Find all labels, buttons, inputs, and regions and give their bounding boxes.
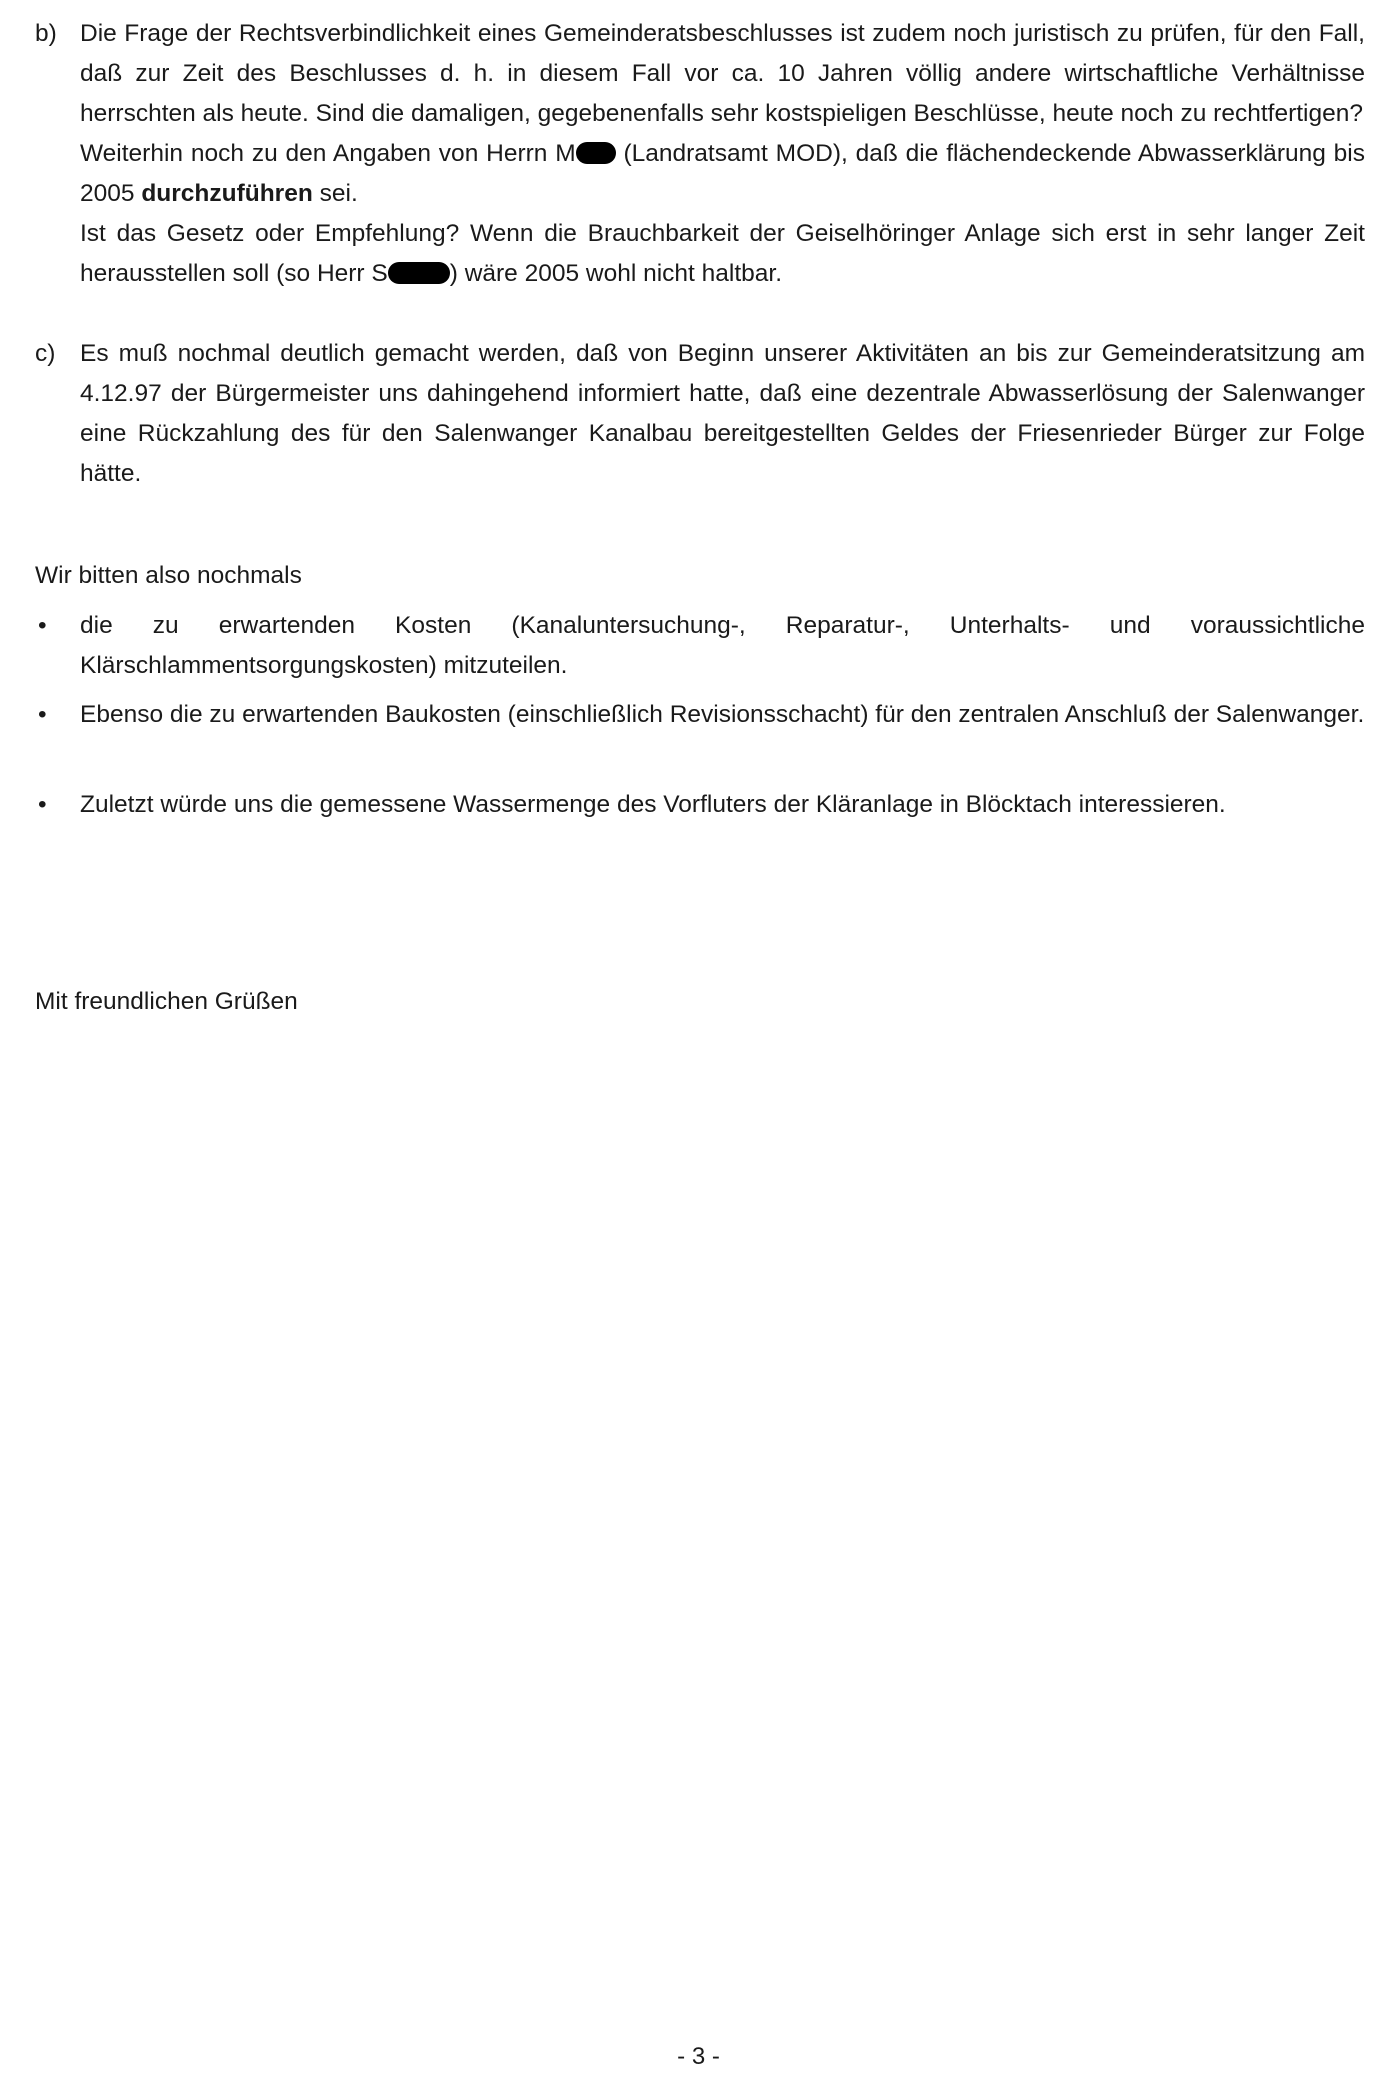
bullet-item: [35, 695, 1365, 735]
bullet-icon: •: [38, 791, 47, 818]
section-b-paragraph-3: Ist das Gesetz oder Empfehlung? Wenn die Brauchbarkeit der Geiselhöringer Anlage sich erst in sehr langer Zeit herausstellen soll (so Herr S ) wäre 2005 wohl nicht haltbar.: [80, 220, 1365, 287]
section-c-marker: c): [35, 340, 56, 367]
closing-salutation: Mit freundlichen Grüßen: [35, 988, 298, 1015]
bullet-text: die zu erwartenden Kosten (Kanaluntersuchung-, Reparatur-, Unterhalts- und voraussichtliche Klärschlammentsorgungskosten) mitzuteilen.: [80, 612, 1365, 679]
page-number: - 3 -: [677, 2043, 720, 2070]
section-b-paragraph-2: Weiterhin noch zu den Angaben von Herrn M (Landratsamt MOD), daß die flächendeckende Abwasserklärung bis 2005 durchzuführen sei.: [80, 140, 1365, 207]
section-c-paragraph: Es muß nochmal deutlich gemacht werden, daß von Beginn unserer Aktivitäten an bis zur Gemeinderatsitzung am 4.12.97 der Bürgermeister uns dahingehend informiert hatte, daß eine dezentrale Abwasserlösung der Salenwanger eine Rückzahlung des für den Salenwanger Kanalbau bereitgestellten Geldes der Friesenrieder Bürger zur Folge hätte.: [80, 340, 1365, 487]
emphasis-text: durchzuführen: [141, 180, 313, 207]
section-c: [35, 334, 1365, 494]
bullet-text: Zuletzt würde uns die gemessene Wassermenge des Vorfluters der Kläranlage in Blöcktach interessieren.: [80, 791, 1226, 818]
bullet-item: [35, 785, 1365, 825]
bullet-text: Ebenso die zu erwartenden Baukosten (einschließlich Revisionsschacht) für den zentralen Anschluß der Salenwanger.: [80, 701, 1365, 728]
bullet-icon: •: [38, 701, 47, 728]
section-b-marker: b): [35, 20, 57, 47]
bullet-icon: •: [38, 612, 47, 639]
section-b-paragraph-1: Die Frage der Rechtsverbindlichkeit eines Gemeinderatsbeschlusses ist zudem noch juristisch zu prüfen, für den Fall, daß zur Zeit des Beschlusses d. h. in diesem Fall vor ca. 10 Jahren völlig andere wirtschaftliche Verhältnisse herrschten als heute. Sind die damaligen, gegebenenfalls sehr kostspieligen Beschlüsse, heute noch zu rechtfertigen?: [80, 20, 1365, 127]
redaction-mark: [388, 262, 450, 284]
section-b: [35, 14, 1365, 294]
bullet-item: [35, 606, 1365, 686]
redaction-mark: [576, 142, 616, 164]
request-intro: Wir bitten also nochmals: [35, 562, 302, 589]
